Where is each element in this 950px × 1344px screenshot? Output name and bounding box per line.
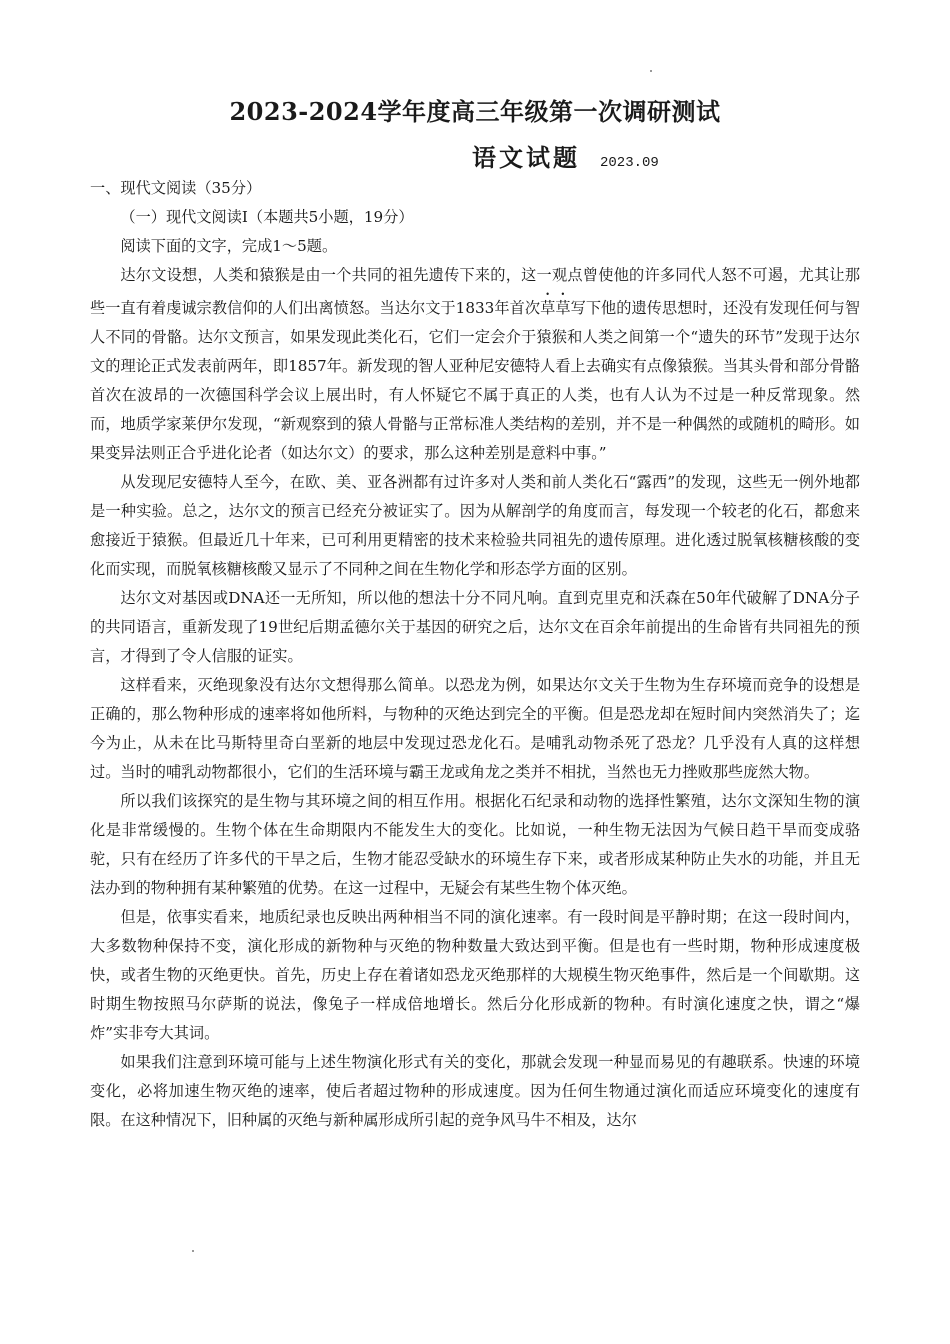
reading-instruction: 阅读下面的文字，完成1～5题。 [120, 237, 338, 255]
scan-speck [650, 70, 652, 72]
passage-paragraph-1: 达尔文设想，人类和猿猴是由一个共同的祖先遗传下来的，这一观点曾使他的许多同代人怒不可遏，尤其让那些一直有着虔诚宗教信仰的人们出离愤怒。当达尔文于1833年首次草草写下他的遗传思想时，还没有发现任何与智人不同的骨骼。达尔文预言，如果发现此类化石，它们一定会介于猿猴和人类之间第一个“遗失的环节”发现于达尔文的理论正式发表前两年，即1857年。新发现的智人亚种尼安德特人看上去确实有点像猿猴。当其头骨和部分骨骼首次在波昂的一次德国科学会议上展出时，有人怀疑它不属于真正的人类，也有人认为不过是一种反常现象。然而，地质学家莱伊尔发现，“新观察到的猿人骨骼与正常标准人类结构的差别，并不是一种偶然的或随机的畸形。如果变异法则正合乎进化论者（如达尔文）的要求，那么这种差别是意料中事。” [90, 266, 861, 462]
scan-speck [192, 1250, 194, 1252]
passage-paragraph-2: 从发现尼安德特人至今，在欧、美、亚各洲都有过许多对人类和前人类化石“露西”的发现，这些无一例外地都是一种实验。总之，达尔文的预言已经充分被证实了。因为从解剖学的角度而言，每发现一个较老的化石，都愈来愈接近于猿猴。但最近几十年来，已可利用更精密的技术来检验共同祖先的遗传原理。进化透过脱氧核糖核酸的变化而实现，而脱氧核糖核酸又显示了不同种之间在生物化学和形态学方面的区别。 [90, 473, 860, 578]
exam-date: 2023.09 [600, 155, 659, 171]
passage-paragraph-5: 所以我们该探究的是生物与其环境之间的相互作用。根据化石纪录和动物的选择性繁殖，达尔文深知生物的演化是非常缓慢的。生物个体在生命期限内不能发生大的变化。比如说，一种生物无法因为气候日趋干旱而变成骆驼，只有在经历了许多代的干旱之后，生物才能忍受缺水的环境生存下来，或者形成某种防止失水的功能，并且无法办到的物种拥有某种繁殖的优势。在这一过程中，无疑会有某些生物个体灭绝。 [90, 792, 860, 897]
subject-name: 语文试题 [472, 143, 580, 172]
exam-title: 2023-2024学年度高三年级第一次调研测试 [229, 97, 721, 126]
section-heading: 一、现代文阅读（35分） [90, 179, 262, 197]
passage-paragraph-3: 达尔文对基因或DNA还一无所知，所以他的想法十分不同凡响。直到克里克和沃森在50年代破解了DNA分子的共同语言，重新发现了19世纪后期孟德尔关于基因的研究之后，达尔文在百余年前提出的生命皆有共同祖先的预言，才得到了令人信服的证实。 [90, 589, 860, 665]
emphasized-word: 草草 [540, 299, 571, 317]
passage-paragraph-7: 如果我们注意到环境可能与上述生物演化形式有关的变化，那就会发现一种显而易见的有趣联系。快速的环境变化，必将加速生物灭绝的速率，使后者超过物种的形成速度。因为任何生物通过演化而适应环境变化的速度有限。在这种情况下，旧种属的灭绝与新种属形成所引起的竞争风马牛不相及，达尔 [90, 1053, 860, 1129]
exam-subtitle [472, 138, 659, 173]
sub-section-heading: （一）现代文阅读Ⅰ（本题共5小题，19分） [120, 208, 414, 226]
passage-paragraph-4: 这样看来，灭绝现象没有达尔文想得那么简单。以恐龙为例，如果达尔文关于生物为生存环境而竞争的设想是正确的，那么物种形成的速率将如他所料，与物种的灭绝达到完全的平衡。但是恐龙却在短时间内突然消失了；迄今为止，从未在比马斯特里奇白垩新的地层中发现过恐龙化石。是哺乳动物杀死了恐龙？几乎没有人真的这样想过。当时的哺乳动物都很小，它们的生活环境与霸王龙或角龙之类并不相扰，当然也无力挫败那些庞然大物。 [90, 676, 860, 781]
exam-body [90, 174, 860, 1135]
passage-paragraph-6: 但是，依事实看来，地质纪录也反映出两种相当不同的演化速率。有一段时间是平静时期；在这一段时间内，大多数物种保持不变，演化形成的新物种与灭绝的物种数量大致达到平衡。但是也有一些时期，物种形成速度极快，或者生物的灭绝更快。首先，历史上存在着诸如恐龙灭绝那样的大规模生物灭绝事件，然后是一个间歇期。这时期生物按照马尔萨斯的说法，像兔子一样成倍地增长。然后分化形成新的物种。有时演化速度之快，谓之“爆炸”实非夸大其词。 [90, 908, 860, 1042]
